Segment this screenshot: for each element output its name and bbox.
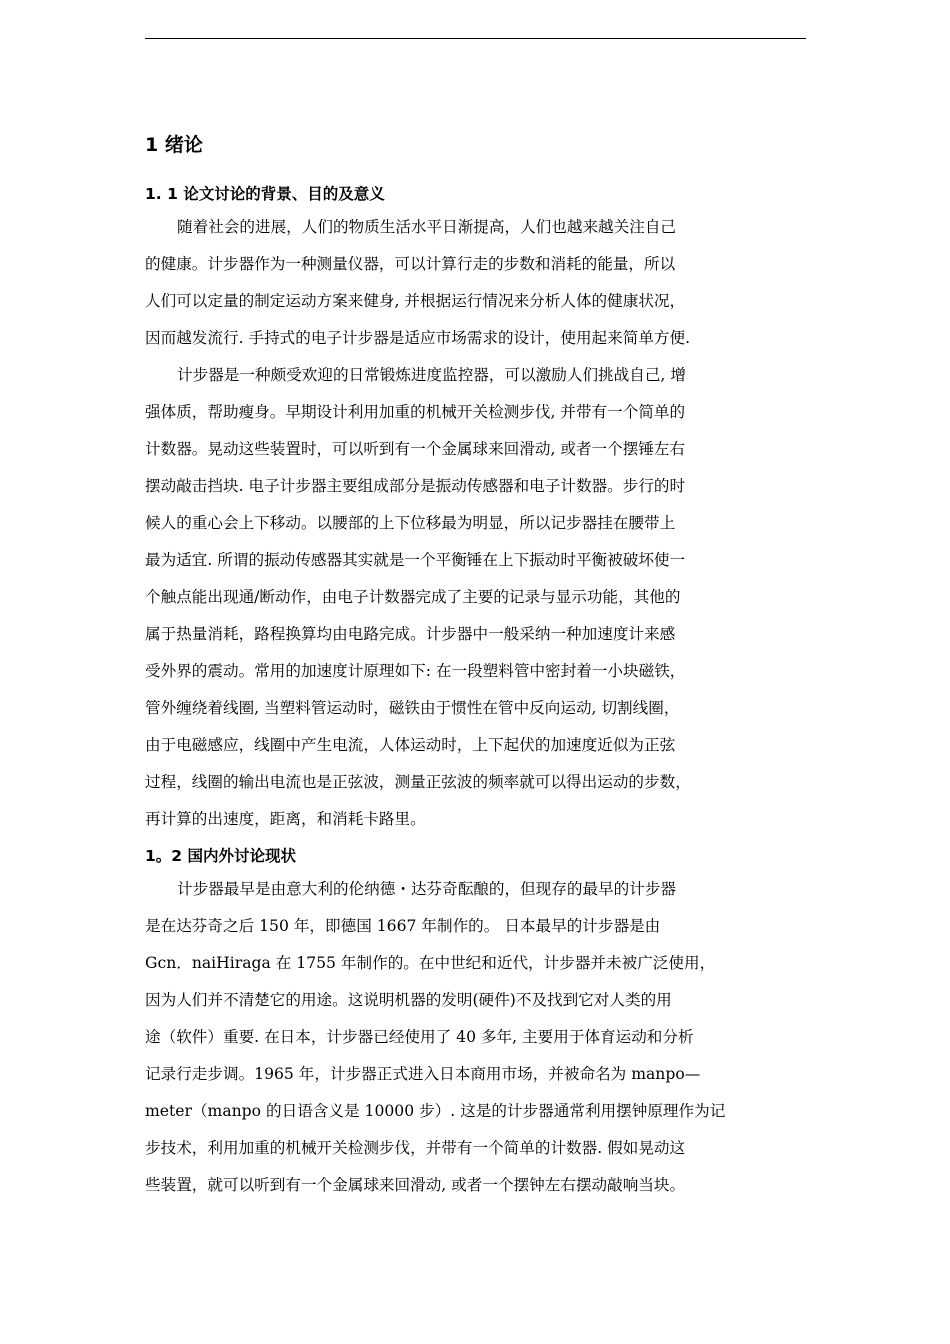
text-line: 过程，线圈的输出电流也是正弦波，测量正弦波的频率就可以得出运动的步数， — [145, 773, 691, 791]
text-line: 由于电磁感应，线圈中产生电流，人体运动时，上下起伏的加速度近似为正弦 — [145, 736, 676, 754]
text-line: 些装置，就可以听到有一个金属球来回滑动, 或者一个摆钟左右摆动敲响当块。 — [145, 1176, 686, 1194]
text-line: 的健康。计步器作为一种测量仪器，可以计算行走的步数和消耗的能量，所以 — [145, 255, 676, 273]
chapter-title: 1 绪论 — [145, 134, 203, 156]
paragraph — [145, 357, 817, 838]
text-line: 强体质，帮助瘦身。早期设计利用加重的机械开关检测步伐, 并带有一个简单的 — [145, 403, 686, 421]
page-content — [145, 130, 817, 1204]
text-line: 因为人们并不清楚它的用途。这说明机器的发明(硬件)不及找到它对人类的用 — [145, 991, 672, 1009]
text-line: 是在达芬奇之后 150 年，即德国 1667 年制作的。 日本最早的计步器是由 — [145, 917, 661, 935]
text-line: 计数器。晃动这些装置时，可以听到有一个金属球来回滑动, 或者一个摆锤左右 — [145, 440, 686, 458]
section-heading: 1. 1 论文讨论的背景、目的及意义 — [145, 185, 385, 203]
paragraph — [145, 871, 817, 1204]
text-line: 记录行走步调。1965 年，计步器正式进入日本商用市场，并被命名为 manpo— — [145, 1065, 701, 1083]
text-line: 管外缠绕着线圈, 当塑料管运动时，磁铁由于惯性在管中反向运动, 切割线圈， — [145, 699, 680, 717]
text-line: 属于热量消耗，路程换算均由电路完成。计步器中一般采纳一种加速度计来感 — [145, 625, 676, 643]
text-line: 再计算的出速度，距离，和消耗卡路里。 — [145, 810, 426, 828]
header-rule — [145, 38, 806, 39]
text-line: 人们可以定量的制定运动方案来健身, 并根据运行情况来分析人体的健康状况， — [145, 292, 686, 310]
paragraph — [145, 209, 817, 357]
text-line: 受外界的震动。常用的加速度计原理如下: 在一段塑料管中密封着一小块磁铁， — [145, 662, 686, 680]
text-line: 因而越发流行. 手持式的电子计步器是适应市场需求的设计，使用起来简单方便. — [145, 329, 691, 347]
text-line: 计步器是一种颇受欢迎的日常锻炼进度监控器，可以激励人们挑战自己, 增 — [177, 366, 686, 384]
section-heading: 1。2 国内外讨论现状 — [145, 847, 296, 865]
text-line: 摆动敲击挡块. 电子计步器主要组成部分是振动传感器和电子计数器。步行的时 — [145, 477, 686, 495]
text-line: meter（manpo 的日语含义是 10000 步）. 这是的计步器通常利用摆钟原理作为记 — [145, 1102, 726, 1120]
text-line: Gcn．naiHiraga 在 1755 年制作的。在中世纪和近代，计步器并未被广泛使用， — [145, 954, 716, 972]
text-line: 个触点能出现通/断动作，由电子计数器完成了主要的记录与显示功能，其他的 — [145, 588, 681, 606]
text-line: 步技术，利用加重的机械开关检测步伐，并带有一个简单的计数器. 假如晃动这 — [145, 1139, 686, 1157]
text-line: 随着社会的进展，人们的物质生活水平日渐提高，人们也越来越关注自己 — [177, 218, 677, 236]
text-line: 途（软件）重要. 在日本，计步器已经使用了 40 多年, 主要用于体育运动和分析 — [145, 1028, 694, 1046]
text-line: 最为适宜. 所谓的振动传感器其实就是一个平衡锤在上下振动时平衡被破坏使一 — [145, 551, 686, 569]
text-line: 候人的重心会上下移动。以腰部的上下位移最为明显，所以记步器挂在腰带上 — [145, 514, 676, 532]
text-line: 计步器最早是由意大利的伦纳德・达芬奇酝酿的，但现存的最早的计步器 — [177, 880, 677, 898]
